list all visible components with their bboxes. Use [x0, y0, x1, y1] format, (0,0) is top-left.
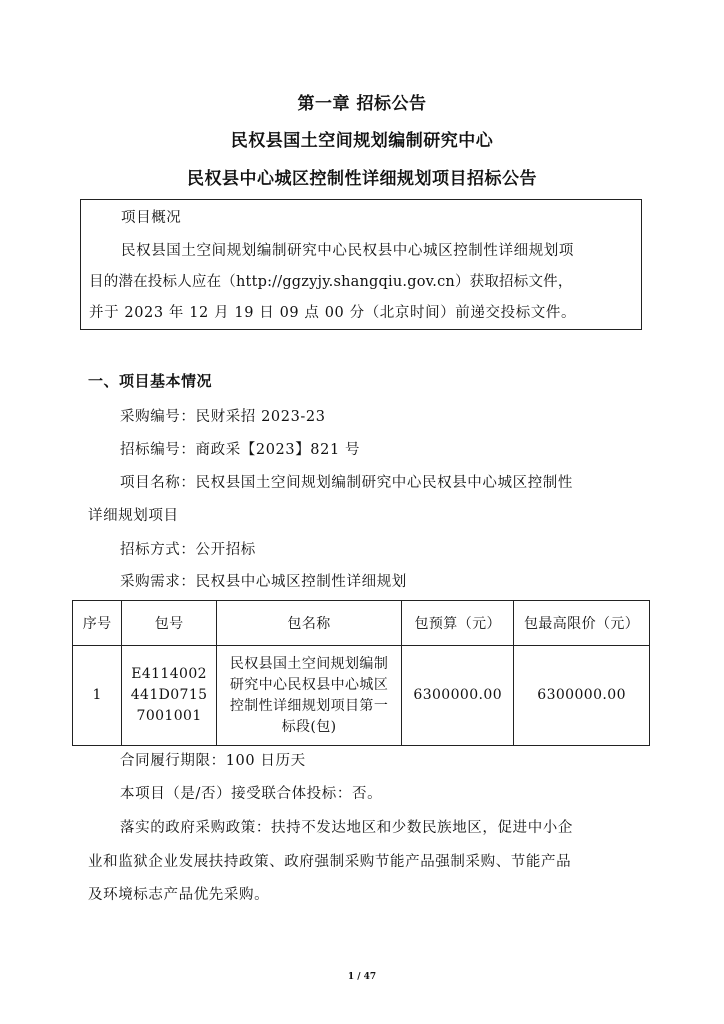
- package-name-text: 民权县国土空间规划编制研究中心民权县中心城区控制性详细规划项目第一标段(包): [229, 655, 389, 735]
- project-overview-box: [80, 199, 642, 330]
- tender-number: 招标编号：商政采【2023】821 号: [120, 442, 361, 458]
- page-number: 1 / 47: [347, 972, 377, 982]
- header-package-name: 包名称: [216, 601, 401, 646]
- notice-title: 民权县中心城区控制性详细规划项目招标公告: [187, 169, 537, 189]
- package-table: [72, 600, 650, 746]
- policy-line-1: 落实的政府采购政策：扶持不发达地区和少数民族地区，促进中小企: [120, 820, 573, 836]
- agency-title: 民权县国土空间规划编制研究中心: [230, 131, 494, 151]
- section-heading-basic-info: 一、项目基本情况: [88, 372, 213, 390]
- policy-line-3: 及环境标志产品优先采购。: [88, 887, 270, 903]
- project-name-line-1: 项目名称：民权县国土空间规划编制研究中心民权县中心城区控制性: [120, 475, 573, 491]
- header-budget: 包预算（元）: [402, 601, 514, 646]
- header-seq: 序号: [73, 601, 122, 646]
- cell-max-price: 6300000.00: [514, 646, 650, 746]
- purchase-number: 采购编号：民财采招 2023-23: [120, 409, 326, 425]
- cell-package-no: [122, 646, 216, 746]
- chapter-title: 第一章 招标公告: [297, 94, 427, 114]
- table-header-row: [73, 601, 650, 646]
- package-no-text: E4114002441D07157001001: [130, 666, 208, 724]
- project-name-line-2: 详细规划项目: [88, 508, 179, 524]
- overview-text-line-3: 并于 2023 年 12 月 19 日 09 点 00 分（北京时间）前递交投标文件。: [89, 305, 577, 321]
- overview-text-line-2: 目的潜在投标人应在（http://ggzyjy.shangqiu.gov.cn）获取招标文件，: [89, 274, 573, 290]
- purchase-demand: 采购需求：民权县中心城区控制性详细规划: [120, 574, 407, 590]
- policy-line-2: 业和监狱企业发展扶持政策、政府强制采购节能产品强制采购、节能产品: [88, 854, 572, 870]
- joint-bid-statement: 本项目（是/否）接受联合体投标：否。: [120, 786, 383, 802]
- cell-seq: 1: [73, 646, 122, 746]
- tender-method: 招标方式：公开招标: [120, 542, 256, 558]
- cell-package-name: [216, 646, 401, 746]
- header-max-price: 包最高限价（元）: [514, 601, 650, 646]
- table-row: [73, 646, 650, 746]
- contract-period: 合同履行期限：100 日历天: [120, 753, 306, 769]
- cell-budget: 6300000.00: [402, 646, 514, 746]
- overview-heading: 项目概况: [121, 210, 182, 226]
- overview-text-line-1: 民权县国土空间规划编制研究中心民权县中心城区控制性详细规划项: [121, 243, 574, 259]
- header-package-no: 包号: [122, 601, 216, 646]
